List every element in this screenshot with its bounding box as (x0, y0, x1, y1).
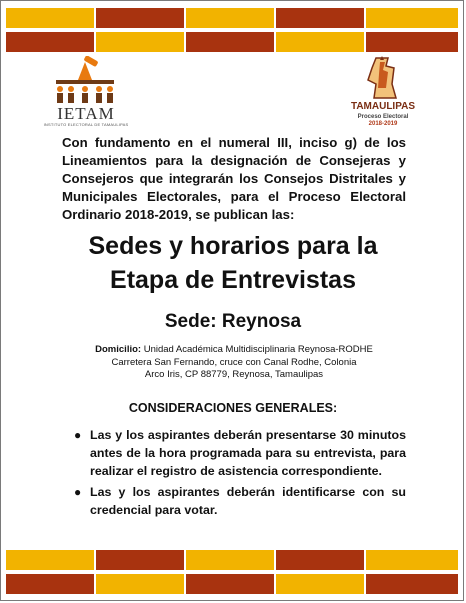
considerations-heading: CONSIDERACIONES GENERALES: (128, 401, 338, 415)
stripe-block (6, 574, 94, 594)
tamaulipas-logo-title: TAMAULIPAS (350, 101, 416, 112)
ietam-logo-text: IETAM (57, 104, 115, 123)
address-block (86, 344, 382, 382)
bullet-icon: ● (74, 428, 82, 442)
stripe-block (186, 32, 274, 52)
address-text-1: Unidad Académica Multidisciplinaria Reynosa-RODHE (143, 344, 373, 355)
stripe-block (96, 574, 184, 594)
list-item (74, 483, 406, 519)
tamaulipas-logo-line1: Proceso Electoral (357, 114, 409, 120)
address-line-1 (86, 344, 382, 357)
title-line-2: Etapa de Entrevistas (110, 266, 356, 294)
document-title (40, 229, 426, 297)
stripe-block (276, 8, 364, 28)
top-decorative-stripes (0, 8, 466, 56)
bottom-decorative-stripes (0, 550, 466, 598)
address-label: Domicilio: (95, 344, 142, 355)
address-line-2: Carretera San Fernando, cruce con Canal Rodhe, Colonia (111, 356, 357, 368)
tamaulipas-logo-line2: 2018-2019 (368, 121, 398, 127)
title-line-1: Sedes y horarios para la (88, 232, 378, 260)
stripe-block (96, 550, 184, 570)
stripe-block (366, 8, 458, 28)
stripe-block (186, 8, 274, 28)
stripe-block (186, 550, 274, 570)
stripe-block (366, 550, 458, 570)
sede-heading: Sede: Reynosa (164, 311, 302, 332)
stripe-block (6, 8, 94, 28)
stripe-block (186, 574, 274, 594)
stripe-block (96, 8, 184, 28)
stripe-block (6, 550, 94, 570)
stripe-block (96, 32, 184, 52)
stripe-block (6, 32, 94, 52)
stripe-block (276, 550, 364, 570)
stripe-block (276, 574, 364, 594)
ietam-logo-subtitle: INSTITUTO ELECTORAL DE TAMAULIPAS (43, 122, 129, 127)
bullet-icon: ● (74, 485, 82, 499)
considerations-list (74, 426, 406, 522)
consideration-text: Las y los aspirantes deberán identificarse con su credencial para votar. (90, 485, 406, 517)
tamaulipas-logo-icon (352, 54, 412, 102)
stripe-block (366, 574, 458, 594)
consideration-text: Las y los aspirantes deberán presentarse 30 minutos antes de la hora programada para su entrevista, para realizar el registro de asistencia correspondiente. (90, 428, 406, 478)
stripe-block (366, 32, 458, 52)
address-line-3: Arco Iris, CP 88779, Reynosa, Tamaulipas (144, 369, 324, 380)
stripe-block (276, 32, 364, 52)
intro-paragraph: Con fundamento en el numeral III, inciso g) de los Lineamientos para la designación de Consejeras y Consejeros que integrarán los Consejos Distritales y Municipales Electorales, para el Proceso Electoral Ordinario 2018-2019, se publican las: (62, 135, 406, 222)
list-item (74, 426, 406, 480)
